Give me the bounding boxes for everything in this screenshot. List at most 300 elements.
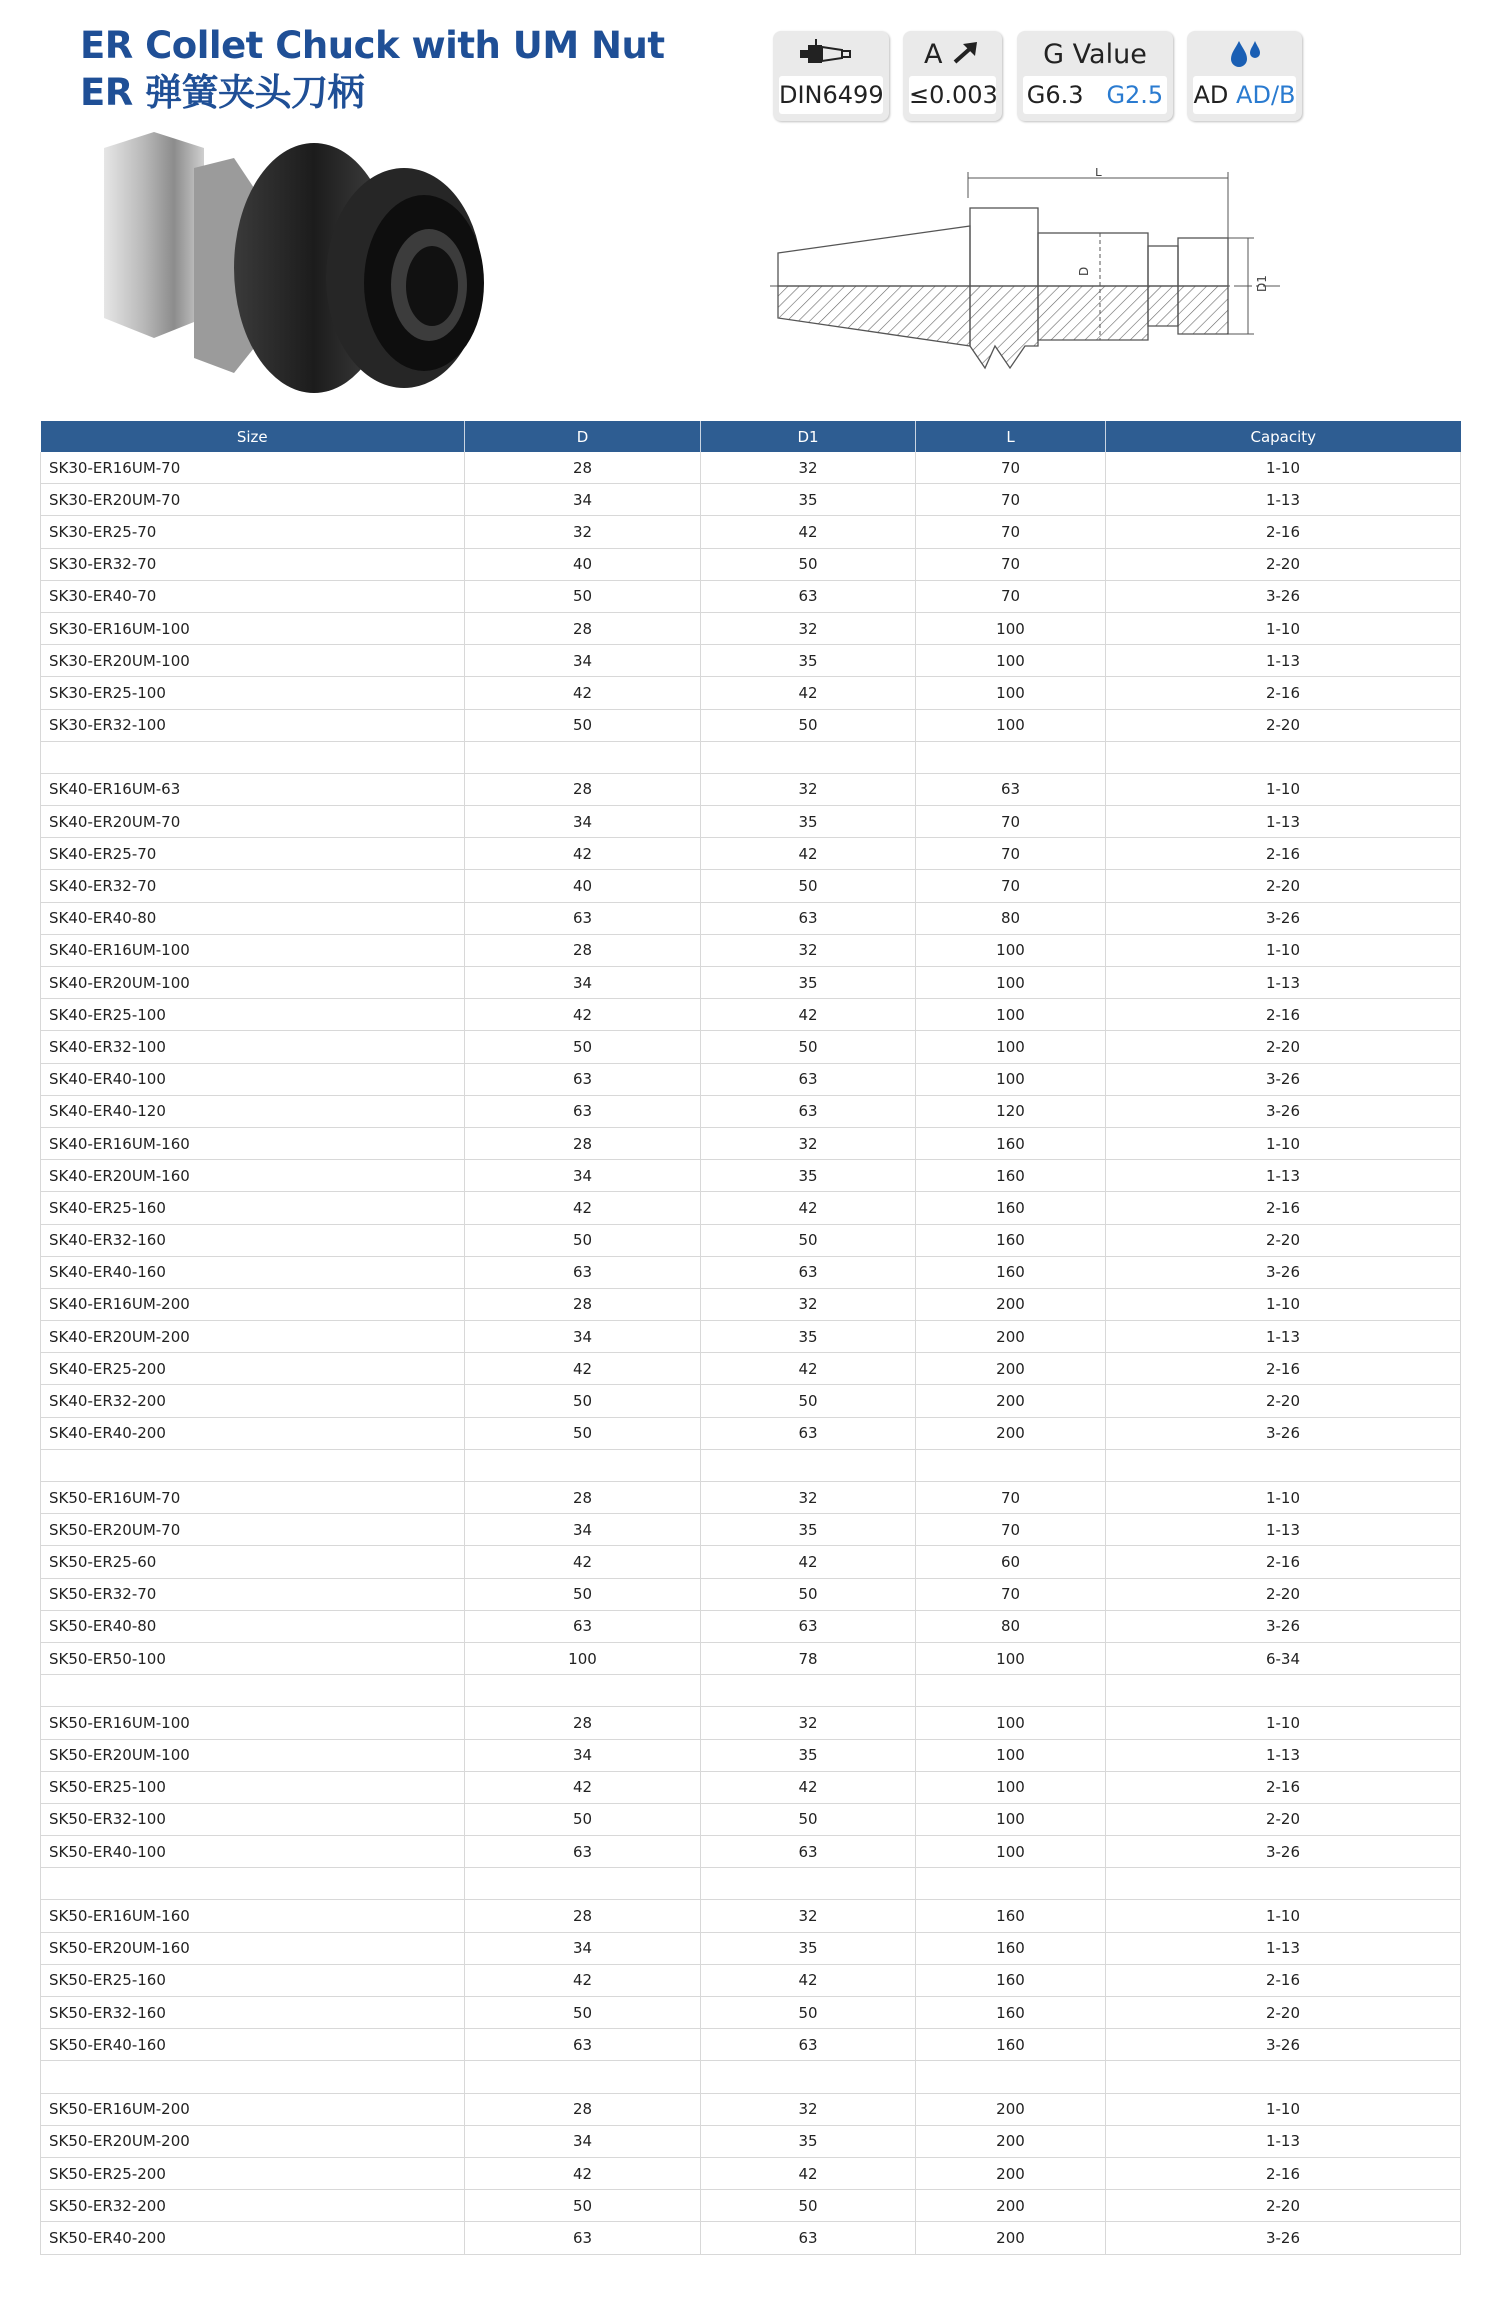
cell-d1: 32 xyxy=(701,773,916,805)
cell-d: 34 xyxy=(465,645,701,677)
cell-l xyxy=(916,1449,1106,1481)
cell-d xyxy=(465,1449,701,1481)
cell-capacity xyxy=(1106,741,1461,773)
table-row xyxy=(41,1256,1461,1288)
cell-l: 100 xyxy=(916,1642,1106,1674)
table-row xyxy=(41,1932,1461,1964)
cell-l: 100 xyxy=(916,1707,1106,1739)
cell-l: 200 xyxy=(916,2190,1106,2222)
product-photo xyxy=(94,128,534,422)
cell-l: 200 xyxy=(916,1353,1106,1385)
cell-l: 100 xyxy=(916,1771,1106,1803)
cell-d: 50 xyxy=(465,1803,701,1835)
cell-d: 50 xyxy=(465,1385,701,1417)
cell-d: 34 xyxy=(465,2125,701,2157)
cell-d1: 50 xyxy=(701,1385,916,1417)
cell-capacity: 1-10 xyxy=(1106,773,1461,805)
cell-d1: 32 xyxy=(701,1482,916,1514)
table-row xyxy=(41,1900,1461,1932)
cell-d: 42 xyxy=(465,1192,701,1224)
g-value-optional: G2.5 xyxy=(1106,81,1164,109)
table-row xyxy=(41,1224,1461,1256)
cell-l: 200 xyxy=(916,2093,1106,2125)
table-row xyxy=(41,1127,1461,1159)
cell-size: SK50-ER20UM-200 xyxy=(41,2125,465,2157)
table-row xyxy=(41,1610,1461,1642)
cell-capacity: 1-13 xyxy=(1106,645,1461,677)
cell-d1: 42 xyxy=(701,838,916,870)
table-row xyxy=(41,677,1461,709)
cell-capacity: 2-20 xyxy=(1106,1803,1461,1835)
table-row xyxy=(41,2190,1461,2222)
cell-d1: 50 xyxy=(701,709,916,741)
cell-size: SK40-ER16UM-160 xyxy=(41,1127,465,1159)
cell-size: SK40-ER32-200 xyxy=(41,1385,465,1417)
column-header-l: L xyxy=(916,421,1106,452)
cell-l: 160 xyxy=(916,1997,1106,2029)
cell-l: 70 xyxy=(916,1514,1106,1546)
cell-d: 42 xyxy=(465,999,701,1031)
table-row xyxy=(41,741,1461,773)
cell-capacity xyxy=(1106,1675,1461,1707)
cell-d1: 32 xyxy=(701,1288,916,1320)
page-title xyxy=(80,22,665,116)
cell-size: SK30-ER40-70 xyxy=(41,580,465,612)
cell-size xyxy=(41,1449,465,1481)
cell-capacity: 3-26 xyxy=(1106,1610,1461,1642)
cell-capacity: 1-10 xyxy=(1106,1707,1461,1739)
table-row xyxy=(41,999,1461,1031)
cell-l: 60 xyxy=(916,1546,1106,1578)
cell-d: 34 xyxy=(465,1160,701,1192)
cell-capacity: 1-10 xyxy=(1106,2093,1461,2125)
badge-runout xyxy=(903,31,1002,121)
cell-size: SK50-ER25-200 xyxy=(41,2157,465,2189)
cell-d1: 63 xyxy=(701,1610,916,1642)
cell-size: SK40-ER20UM-70 xyxy=(41,806,465,838)
cell-l: 100 xyxy=(916,1063,1106,1095)
cell-d: 42 xyxy=(465,677,701,709)
cell-l: 63 xyxy=(916,773,1106,805)
cell-d1: 35 xyxy=(701,1321,916,1353)
column-header-capacity: Capacity xyxy=(1106,421,1461,452)
cell-size: SK50-ER16UM-160 xyxy=(41,1900,465,1932)
table-row xyxy=(41,1321,1461,1353)
cell-size: SK50-ER40-100 xyxy=(41,1836,465,1868)
cell-d: 63 xyxy=(465,1256,701,1288)
cell-l: 70 xyxy=(916,806,1106,838)
cell-d: 63 xyxy=(465,1836,701,1868)
table-row xyxy=(41,2157,1461,2189)
cell-capacity: 1-10 xyxy=(1106,1288,1461,1320)
cell-d1 xyxy=(701,1868,916,1900)
table-row xyxy=(41,548,1461,580)
table-row xyxy=(41,934,1461,966)
cell-d: 63 xyxy=(465,2029,701,2061)
table-row xyxy=(41,709,1461,741)
cell-size: SK30-ER32-100 xyxy=(41,709,465,741)
cell-d: 34 xyxy=(465,1514,701,1546)
cell-capacity: 2-20 xyxy=(1106,1224,1461,1256)
table-row xyxy=(41,1417,1461,1449)
cell-d: 42 xyxy=(465,1546,701,1578)
cell-l: 160 xyxy=(916,1160,1106,1192)
cell-capacity xyxy=(1106,1868,1461,1900)
coolant-standard: AD xyxy=(1193,81,1229,109)
cell-capacity: 6-34 xyxy=(1106,1642,1461,1674)
cell-capacity: 1-10 xyxy=(1106,934,1461,966)
cell-capacity: 1-13 xyxy=(1106,2125,1461,2157)
cell-d1: 32 xyxy=(701,2093,916,2125)
table-row xyxy=(41,1997,1461,2029)
cell-d: 28 xyxy=(465,2093,701,2125)
cell-capacity: 2-16 xyxy=(1106,677,1461,709)
cell-d1: 63 xyxy=(701,1063,916,1095)
cell-l xyxy=(916,741,1106,773)
cell-size: SK50-ER25-100 xyxy=(41,1771,465,1803)
table-row xyxy=(41,1836,1461,1868)
table-header-row xyxy=(41,421,1461,452)
cell-size: SK50-ER16UM-200 xyxy=(41,2093,465,2125)
cell-size: SK40-ER40-100 xyxy=(41,1063,465,1095)
badge-g-value xyxy=(1017,31,1173,121)
cell-size: SK40-ER40-200 xyxy=(41,1417,465,1449)
cell-d: 63 xyxy=(465,1063,701,1095)
cell-d: 42 xyxy=(465,1964,701,1996)
cell-l: 120 xyxy=(916,1095,1106,1127)
cell-d: 34 xyxy=(465,484,701,516)
cell-d: 63 xyxy=(465,902,701,934)
table-row xyxy=(41,645,1461,677)
cell-size: SK50-ER20UM-160 xyxy=(41,1932,465,1964)
cell-d: 42 xyxy=(465,1771,701,1803)
cell-d xyxy=(465,741,701,773)
cell-size: SK50-ER40-200 xyxy=(41,2222,465,2254)
cell-l: 200 xyxy=(916,2125,1106,2157)
cell-capacity: 2-16 xyxy=(1106,838,1461,870)
cell-d1: 32 xyxy=(701,1900,916,1932)
cell-d: 40 xyxy=(465,548,701,580)
cell-d1: 32 xyxy=(701,1127,916,1159)
cell-size: SK40-ER25-100 xyxy=(41,999,465,1031)
cell-l: 200 xyxy=(916,2157,1106,2189)
cell-d1: 50 xyxy=(701,548,916,580)
cell-size: SK40-ER40-120 xyxy=(41,1095,465,1127)
cell-l: 100 xyxy=(916,1739,1106,1771)
cell-d: 50 xyxy=(465,2190,701,2222)
cell-capacity: 2-20 xyxy=(1106,1031,1461,1063)
table-row xyxy=(41,1192,1461,1224)
cell-l: 160 xyxy=(916,2029,1106,2061)
cell-l: 160 xyxy=(916,1256,1106,1288)
table-row xyxy=(41,1353,1461,1385)
dimension-label-D: D xyxy=(1077,266,1091,276)
cell-d1: 63 xyxy=(701,1836,916,1868)
cell-capacity: 3-26 xyxy=(1106,1095,1461,1127)
cell-l: 200 xyxy=(916,1385,1106,1417)
cell-capacity: 2-16 xyxy=(1106,1771,1461,1803)
cell-capacity: 1-13 xyxy=(1106,484,1461,516)
cell-l: 200 xyxy=(916,1288,1106,1320)
standard-value: DIN6499 xyxy=(779,76,883,114)
spec-table xyxy=(40,421,1461,2255)
cell-d1: 42 xyxy=(701,677,916,709)
cell-l: 100 xyxy=(916,934,1106,966)
cell-capacity: 3-26 xyxy=(1106,1417,1461,1449)
table-row xyxy=(41,452,1461,484)
table-row xyxy=(41,2222,1461,2254)
cell-size: SK50-ER32-100 xyxy=(41,1803,465,1835)
cell-d1: 42 xyxy=(701,1964,916,1996)
cell-capacity: 2-16 xyxy=(1106,516,1461,548)
dimension-label-D1: D1 xyxy=(1255,275,1269,292)
cell-d xyxy=(465,1675,701,1707)
cell-l: 160 xyxy=(916,1900,1106,1932)
technical-drawing xyxy=(770,168,1290,382)
cell-d1: 50 xyxy=(701,1997,916,2029)
cell-d1: 63 xyxy=(701,1417,916,1449)
table-row xyxy=(41,580,1461,612)
g-value-label: G Value xyxy=(1043,39,1147,70)
cell-size: SK50-ER16UM-70 xyxy=(41,1482,465,1514)
cell-size: SK40-ER16UM-100 xyxy=(41,934,465,966)
cell-d1 xyxy=(701,2061,916,2093)
cell-l: 200 xyxy=(916,1321,1106,1353)
title-chinese: ER 弹簧夹头刀柄 xyxy=(80,71,365,114)
runout-value: ≤0.003 xyxy=(909,76,996,114)
table-row xyxy=(41,1385,1461,1417)
cell-l: 100 xyxy=(916,645,1106,677)
cell-size: SK50-ER32-200 xyxy=(41,2190,465,2222)
cell-capacity: 3-26 xyxy=(1106,1836,1461,1868)
cell-l: 70 xyxy=(916,548,1106,580)
cell-d1: 32 xyxy=(701,452,916,484)
table-row xyxy=(41,484,1461,516)
cell-size: SK50-ER50-100 xyxy=(41,1642,465,1674)
cell-size: SK40-ER32-70 xyxy=(41,870,465,902)
cell-size: SK30-ER20UM-70 xyxy=(41,484,465,516)
cell-d: 50 xyxy=(465,1224,701,1256)
cell-l xyxy=(916,1675,1106,1707)
cell-size: SK30-ER32-70 xyxy=(41,548,465,580)
cell-d: 28 xyxy=(465,1127,701,1159)
table-row xyxy=(41,1578,1461,1610)
cell-d1: 42 xyxy=(701,2157,916,2189)
cell-capacity: 2-16 xyxy=(1106,1546,1461,1578)
cell-d: 40 xyxy=(465,870,701,902)
table-row xyxy=(41,1031,1461,1063)
cell-size: SK50-ER25-60 xyxy=(41,1546,465,1578)
cell-d: 63 xyxy=(465,1095,701,1127)
cell-capacity: 2-16 xyxy=(1106,1964,1461,1996)
cell-size: SK30-ER16UM-100 xyxy=(41,612,465,644)
cell-l: 160 xyxy=(916,1964,1106,1996)
taper-holder-icon xyxy=(773,37,889,73)
cell-d1: 35 xyxy=(701,1739,916,1771)
cell-size: SK40-ER20UM-200 xyxy=(41,1321,465,1353)
table-row xyxy=(41,1868,1461,1900)
cell-capacity: 2-20 xyxy=(1106,1385,1461,1417)
cell-l: 100 xyxy=(916,967,1106,999)
cell-size: SK40-ER40-80 xyxy=(41,902,465,934)
cell-d1: 32 xyxy=(701,1707,916,1739)
cell-size: SK30-ER25-70 xyxy=(41,516,465,548)
column-header-d: D xyxy=(465,421,701,452)
cell-d1: 50 xyxy=(701,870,916,902)
cell-size: SK40-ER16UM-63 xyxy=(41,773,465,805)
cell-capacity: 3-26 xyxy=(1106,2029,1461,2061)
cell-d1: 42 xyxy=(701,1546,916,1578)
table-row xyxy=(41,902,1461,934)
table-row xyxy=(41,2061,1461,2093)
cell-d1: 50 xyxy=(701,1578,916,1610)
table-row xyxy=(41,967,1461,999)
cell-size: SK30-ER25-100 xyxy=(41,677,465,709)
cell-d1: 35 xyxy=(701,967,916,999)
table-row xyxy=(41,1642,1461,1674)
table-row xyxy=(41,2125,1461,2157)
cell-l: 70 xyxy=(916,580,1106,612)
cell-l: 100 xyxy=(916,1803,1106,1835)
cell-l: 160 xyxy=(916,1192,1106,1224)
cell-d1: 50 xyxy=(701,2190,916,2222)
cell-capacity: 1-13 xyxy=(1106,1160,1461,1192)
runout-arrow-icon xyxy=(951,39,981,70)
column-header-size: Size xyxy=(41,421,465,452)
cell-d: 28 xyxy=(465,934,701,966)
cell-capacity: 2-16 xyxy=(1106,999,1461,1031)
cell-d: 50 xyxy=(465,1578,701,1610)
cell-size: SK40-ER32-160 xyxy=(41,1224,465,1256)
table-row xyxy=(41,516,1461,548)
cell-d1: 63 xyxy=(701,1256,916,1288)
table-row xyxy=(41,1160,1461,1192)
cell-l: 160 xyxy=(916,1932,1106,1964)
cell-capacity: 1-13 xyxy=(1106,1739,1461,1771)
cell-d1: 63 xyxy=(701,2222,916,2254)
cell-d: 34 xyxy=(465,1739,701,1771)
table-row xyxy=(41,838,1461,870)
cell-size: SK40-ER40-160 xyxy=(41,1256,465,1288)
cell-d: 63 xyxy=(465,2222,701,2254)
cell-size xyxy=(41,1868,465,1900)
cell-size: SK40-ER32-100 xyxy=(41,1031,465,1063)
cell-d1: 35 xyxy=(701,484,916,516)
cell-size xyxy=(41,741,465,773)
title-english: ER Collet Chuck with UM Nut xyxy=(80,24,665,67)
cell-d: 28 xyxy=(465,452,701,484)
table-row xyxy=(41,2093,1461,2125)
cell-d1: 42 xyxy=(701,516,916,548)
cell-d1: 42 xyxy=(701,1353,916,1385)
cell-size: SK50-ER32-70 xyxy=(41,1578,465,1610)
cell-d: 50 xyxy=(465,1997,701,2029)
cell-d1: 35 xyxy=(701,806,916,838)
cell-d: 28 xyxy=(465,1707,701,1739)
cell-d1: 50 xyxy=(701,1031,916,1063)
cell-l xyxy=(916,2061,1106,2093)
cell-capacity: 2-20 xyxy=(1106,1578,1461,1610)
cell-l: 70 xyxy=(916,1578,1106,1610)
cell-capacity: 3-26 xyxy=(1106,2222,1461,2254)
cell-d: 34 xyxy=(465,806,701,838)
table-row xyxy=(41,2029,1461,2061)
cell-d: 63 xyxy=(465,1610,701,1642)
cell-d: 28 xyxy=(465,773,701,805)
cell-d: 42 xyxy=(465,2157,701,2189)
cell-d1 xyxy=(701,1675,916,1707)
cell-l: 70 xyxy=(916,1482,1106,1514)
cell-l: 70 xyxy=(916,516,1106,548)
cell-d1: 32 xyxy=(701,612,916,644)
cell-l: 100 xyxy=(916,709,1106,741)
cell-d: 42 xyxy=(465,1353,701,1385)
cell-d1: 42 xyxy=(701,1192,916,1224)
table-row xyxy=(41,1514,1461,1546)
cell-d: 50 xyxy=(465,580,701,612)
cell-size: SK50-ER20UM-100 xyxy=(41,1739,465,1771)
cell-capacity: 1-10 xyxy=(1106,1127,1461,1159)
g-value-standard: G6.3 xyxy=(1026,81,1084,109)
cell-capacity: 1-13 xyxy=(1106,1514,1461,1546)
cell-d: 28 xyxy=(465,1900,701,1932)
cell-l: 80 xyxy=(916,1610,1106,1642)
table-row xyxy=(41,1546,1461,1578)
cell-capacity: 1-10 xyxy=(1106,612,1461,644)
cell-l: 70 xyxy=(916,452,1106,484)
badge-coolant xyxy=(1187,31,1302,121)
cell-d: 50 xyxy=(465,709,701,741)
cell-capacity xyxy=(1106,1449,1461,1481)
cell-l: 200 xyxy=(916,2222,1106,2254)
cell-l: 80 xyxy=(916,902,1106,934)
coolant-drops-icon xyxy=(1187,37,1302,73)
cell-size: SK40-ER25-200 xyxy=(41,1353,465,1385)
cell-capacity: 2-20 xyxy=(1106,2190,1461,2222)
column-header-d1: D1 xyxy=(701,421,916,452)
cell-size: SK50-ER20UM-70 xyxy=(41,1514,465,1546)
cell-d: 50 xyxy=(465,1031,701,1063)
cell-d1: 42 xyxy=(701,1771,916,1803)
table-row xyxy=(41,1449,1461,1481)
table-row xyxy=(41,1803,1461,1835)
cell-d1: 63 xyxy=(701,902,916,934)
cell-d1: 35 xyxy=(701,2125,916,2157)
cell-capacity: 2-20 xyxy=(1106,870,1461,902)
cell-d: 34 xyxy=(465,1932,701,1964)
table-row xyxy=(41,1063,1461,1095)
cell-capacity: 1-13 xyxy=(1106,1932,1461,1964)
cell-d: 34 xyxy=(465,967,701,999)
cell-capacity xyxy=(1106,2061,1461,2093)
cell-d: 28 xyxy=(465,1288,701,1320)
table-row xyxy=(41,1675,1461,1707)
cell-d1: 42 xyxy=(701,999,916,1031)
cell-l: 100 xyxy=(916,1836,1106,1868)
cell-d1: 35 xyxy=(701,645,916,677)
cell-d1: 32 xyxy=(701,934,916,966)
cell-d: 34 xyxy=(465,1321,701,1353)
cell-capacity: 2-20 xyxy=(1106,548,1461,580)
table-row xyxy=(41,1964,1461,1996)
table-row xyxy=(41,1771,1461,1803)
cell-capacity: 1-10 xyxy=(1106,1900,1461,1932)
table-body xyxy=(41,452,1461,2254)
cell-capacity: 3-26 xyxy=(1106,1063,1461,1095)
cell-size xyxy=(41,1675,465,1707)
cell-d1: 50 xyxy=(701,1803,916,1835)
cell-l: 100 xyxy=(916,999,1106,1031)
